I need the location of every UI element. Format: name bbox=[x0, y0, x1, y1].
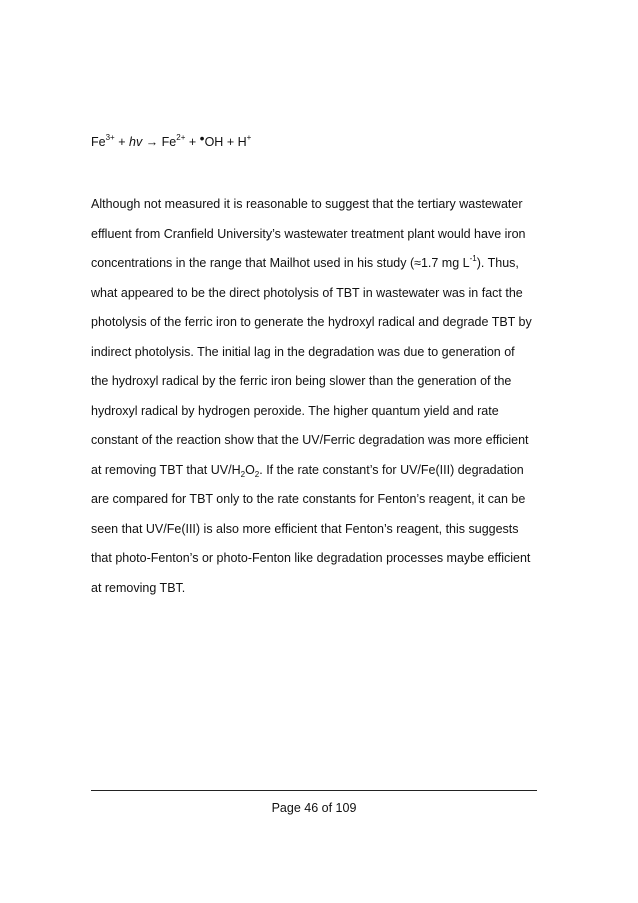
paragraph-line: effluent from Cranfield University’s wastewater treatment plant would have iron bbox=[91, 226, 526, 241]
line-text: O bbox=[245, 462, 255, 477]
subscript: 2 bbox=[240, 469, 246, 479]
footer-divider bbox=[91, 790, 537, 791]
paragraph-line: hydroxyl radical by hydrogen peroxide. The higher quantum yield and rate bbox=[91, 403, 499, 418]
paragraph-line: constant of the reaction show that the UV/Ferric degradation was more efficient bbox=[91, 433, 529, 447]
paragraph-line: photolysis of the ferric iron to generate the hydroxyl radical and degrade TBT by bbox=[91, 315, 532, 329]
unit-superscript: -1 bbox=[469, 254, 477, 263]
equation-fe3-charge: 3+ bbox=[105, 133, 115, 142]
line-text: ). Thus, bbox=[476, 256, 519, 270]
equation-plus: + bbox=[188, 135, 197, 149]
body-paragraph bbox=[91, 190, 551, 603]
paragraph-line bbox=[91, 456, 551, 486]
equation-arrow: → bbox=[145, 135, 159, 149]
paragraph-line: at removing TBT. bbox=[91, 580, 186, 595]
equation-fe2-charge: 2+ bbox=[176, 133, 186, 142]
paragraph-line: seen that UV/Fe(III) is also more efficient that Fenton’s reagent, this suggests bbox=[91, 521, 519, 536]
equation-fe2: Fe bbox=[161, 135, 177, 149]
line-text: . If the rate constant’s for UV/Fe(III) degradation bbox=[259, 462, 524, 477]
paragraph-line: the hydroxyl radical by the ferric iron being slower than the generation of the bbox=[91, 374, 512, 388]
line-text: at removing TBT that UV/H bbox=[91, 462, 241, 477]
equation-fe3: Fe bbox=[91, 135, 106, 149]
paragraph-line: indirect photolysis. The initial lag in the degradation was due to generation of bbox=[91, 344, 515, 359]
chemical-equation bbox=[91, 130, 252, 149]
subscript: 2 bbox=[254, 469, 260, 479]
equation-plus: + bbox=[118, 135, 126, 149]
paragraph-line: Although not measured it is reasonable to suggest that the tertiary wastewater bbox=[91, 197, 523, 211]
radical-dot: • bbox=[199, 130, 205, 146]
equation-plus: + bbox=[226, 135, 235, 149]
paragraph-line bbox=[91, 249, 551, 279]
equation-h: H bbox=[237, 135, 247, 149]
paragraph-line: what appeared to be the direct photolysis of TBT in wastewater was in fact the bbox=[91, 285, 523, 300]
paragraph-line: are compared for TBT only to the rate constants for Fenton’s reagent, it can be bbox=[91, 492, 526, 506]
equation-hv: hv bbox=[129, 135, 143, 149]
equation-oh: OH bbox=[204, 135, 224, 149]
equation-h-charge: + bbox=[246, 133, 252, 142]
line-text: concentrations in the range that Mailhot used in his study (≈1.7 mg L bbox=[91, 256, 470, 270]
page-number: Page 46 of 109 bbox=[271, 801, 357, 815]
paragraph-line: that photo-Fenton’s or photo-Fenton like degradation processes maybe efficient bbox=[91, 551, 531, 565]
